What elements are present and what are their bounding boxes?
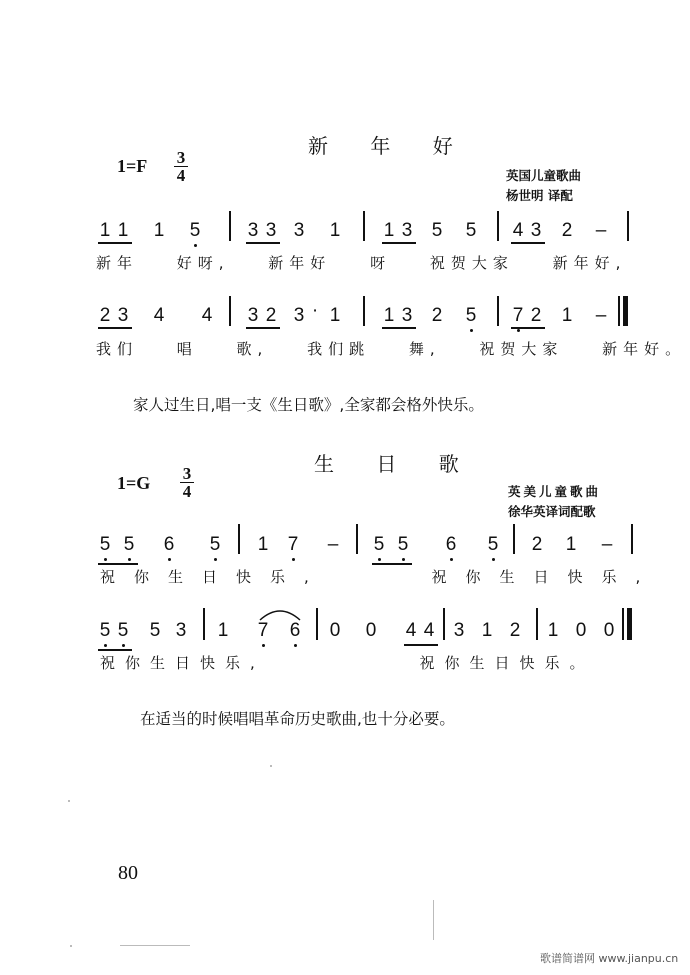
note: 1 xyxy=(329,305,341,326)
key-signature: 1=F xyxy=(117,156,148,176)
note: 1 xyxy=(217,620,229,641)
note: 5 xyxy=(96,620,114,642)
note: – xyxy=(601,534,613,555)
note: 1 xyxy=(329,220,341,241)
note: 0 xyxy=(329,620,341,641)
time-signature-bottom: 4 xyxy=(176,166,186,185)
note: 1 xyxy=(117,220,129,241)
note: 2 xyxy=(431,305,443,326)
note: 1 xyxy=(383,220,395,241)
note: 5 xyxy=(484,534,502,556)
bar-line xyxy=(203,608,205,640)
note: 2 xyxy=(99,305,111,326)
song-title: 新 年 好 xyxy=(308,134,471,158)
note: 3 xyxy=(453,620,465,641)
note: 2 xyxy=(530,305,542,326)
credit-line: 英美儿童歌曲 xyxy=(508,484,602,499)
time-signature-bottom: 4 xyxy=(182,482,192,501)
note: 3 xyxy=(117,305,129,326)
bar-line xyxy=(443,608,445,640)
note: 3 xyxy=(293,305,305,326)
note: – xyxy=(595,220,607,241)
note: 3 xyxy=(265,220,277,241)
end-bar-line xyxy=(623,296,628,326)
time-signature-top: 3 xyxy=(182,464,192,483)
watermark: 歌谱简谱网 www.jianpu.cn xyxy=(540,952,679,965)
song-title: 生 日 歌 xyxy=(314,452,477,476)
note: 1 xyxy=(481,620,493,641)
note: 5 xyxy=(206,534,224,556)
composer-credit xyxy=(506,166,581,206)
prose-text: 家人过生日,唱一支《生日歌》,全家都会格外快乐。 xyxy=(133,396,484,414)
bar-line xyxy=(229,211,231,241)
note: 7 xyxy=(254,620,272,642)
bar-line xyxy=(497,296,499,326)
note: 7 xyxy=(509,305,527,327)
note: 2 xyxy=(531,534,543,555)
note: 5 xyxy=(462,305,480,327)
note: 2 xyxy=(265,305,277,326)
note: 6 xyxy=(286,620,304,642)
bar-line xyxy=(497,211,499,241)
note: 3 xyxy=(247,305,259,326)
note: 1 xyxy=(547,620,559,641)
note: 6 xyxy=(442,534,460,556)
bar-line xyxy=(536,608,538,640)
note: 0 xyxy=(365,620,377,641)
note: 4 xyxy=(423,620,435,641)
note: 0 xyxy=(575,620,587,641)
note: 7 xyxy=(284,534,302,556)
bar-line xyxy=(622,608,624,640)
time-signature xyxy=(174,150,188,183)
note: 5 xyxy=(465,220,477,241)
note: 2 xyxy=(561,220,573,241)
lyrics-line: 祝你生日快乐, 祝你生日快乐, xyxy=(100,568,660,586)
credit-line: 英国儿童歌曲 xyxy=(506,168,582,183)
bar-line xyxy=(631,524,633,554)
lyrics-line: 新年 好呀, 新年好 呀 祝贺大家 新年好, xyxy=(96,254,627,272)
lyrics-line: 我们 唱 歌, 我们跳 舞, 祝贺大家 新年好。 xyxy=(96,340,687,358)
bar-line xyxy=(229,296,231,326)
note: 5 xyxy=(149,620,161,641)
note: 4 xyxy=(405,620,417,641)
slur xyxy=(256,606,306,622)
note: 3 xyxy=(401,305,413,326)
key-signature: 1=G xyxy=(117,473,151,493)
note: 5 xyxy=(370,534,388,556)
composer-credit xyxy=(508,482,601,522)
bar-line xyxy=(238,524,240,554)
bar-line xyxy=(627,211,629,241)
note: 3 xyxy=(293,220,305,241)
time-signature xyxy=(180,466,194,499)
note: – xyxy=(327,534,339,555)
prose-text: 在适当的时候唱唱革命历史歌曲,也十分必要。 xyxy=(140,710,455,728)
dot: · xyxy=(311,300,319,321)
bar-line xyxy=(618,296,620,326)
note: 5 xyxy=(114,620,132,642)
note: 1 xyxy=(257,534,269,555)
note: 1 xyxy=(565,534,577,555)
bar-line xyxy=(316,608,318,640)
note: 5 xyxy=(120,534,138,556)
bar-line xyxy=(363,211,365,241)
note: 2 xyxy=(509,620,521,641)
credit-line: 杨世明 译配 xyxy=(506,188,573,203)
note: 4 xyxy=(153,305,165,326)
note: 6 xyxy=(160,534,178,556)
page-number: 80 xyxy=(118,862,138,884)
note: 3 xyxy=(530,220,542,241)
credit-line: 徐华英译词配歌 xyxy=(508,504,596,519)
bar-line xyxy=(356,524,358,554)
lyrics-line: 祝你生日快乐, 祝你生日快乐。 xyxy=(100,654,595,672)
note: 5 xyxy=(96,534,114,556)
note: 1 xyxy=(383,305,395,326)
note: 3 xyxy=(175,620,187,641)
note: 5 xyxy=(431,220,443,241)
note: 5 xyxy=(186,220,204,242)
end-bar-line xyxy=(627,608,632,640)
note: 3 xyxy=(401,220,413,241)
note: 1 xyxy=(99,220,111,241)
bar-line xyxy=(363,296,365,326)
note: 5 xyxy=(394,534,412,556)
bar-line xyxy=(513,524,515,554)
time-signature-top: 3 xyxy=(176,148,186,167)
note: 1 xyxy=(561,305,573,326)
note: – xyxy=(595,305,607,326)
note: 4 xyxy=(201,305,213,326)
note: 0 xyxy=(603,620,615,641)
note: 1 xyxy=(153,220,165,241)
note: 4 xyxy=(512,220,524,241)
note: 3 xyxy=(247,220,259,241)
